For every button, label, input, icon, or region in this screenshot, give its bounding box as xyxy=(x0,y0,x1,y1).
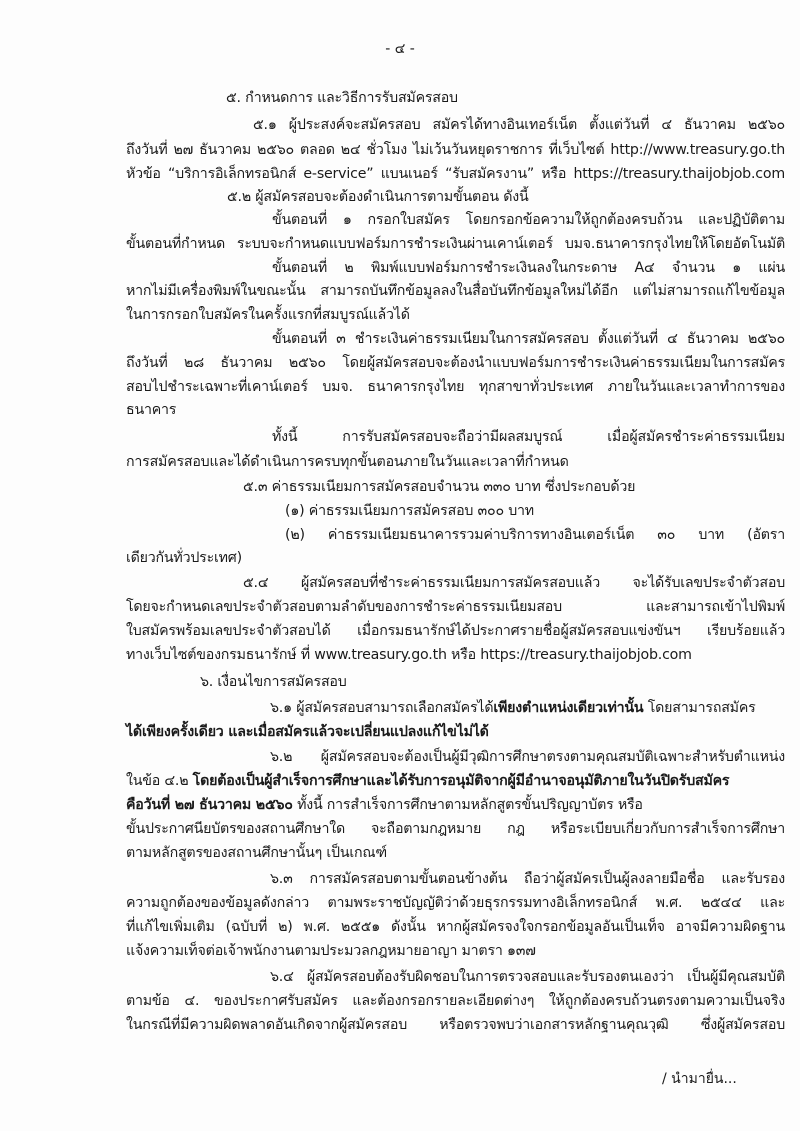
fee-item-2: (๒) ค่าธรรมเนียมธนาคารรวมค่าบริการทางอินเตอร์เน็ต ๓๐ บาท (อัตรา xyxy=(285,527,785,543)
section-6-3-line-3: ที่แก้ไขเพิ่มเติม (ฉบับที่ ๒) พ.ศ. ๒๕๕๑ ดังนั้น หากผู้สมัครจงใจกรอกข้อมูลอันเป็นเท็จ อาจมีความผิดฐาน xyxy=(126,919,785,935)
section-5-4-line-4: ทางเว็บไซต์ของกรมธนารักษ์ ที่ www.treasury.go.th หรือ https://treasury.thaijobjob.com xyxy=(126,647,692,663)
section-6-3-line-4: แจ้งความเท็จต่อเจ้าพนักงานตามประมวลกฎหมายอาญา มาตรา ๑๓๗ xyxy=(126,943,536,959)
section-6-4-line-2: ตามข้อ ๔. ของประกาศรับสมัคร และต้องกรอกรายละเอียดต่างๆ ให้ถูกต้องครบถ้วนตรงตามความเป็นจริง xyxy=(126,993,785,1009)
section-5-1-line-3: หัวข้อ “บริการอิเล็กทรอนิกส์ e-service” แบนเนอร์ “รับสมัครงาน” หรือ https://treasury.thaijobjob.com xyxy=(126,166,785,182)
section-6-3-line-2: ความถูกต้องของข้อมูลดังกล่าว ตามพระราชบัญญัติว่าด้วยธุรกรรมทางอิเล็กทรอนิกส์ พ.ศ. ๒๕๔๔ และ xyxy=(126,895,785,911)
s6-2-bold-b: คือวันที่ ๒๗ ธันวาคม ๒๕๖๐ xyxy=(126,797,293,813)
s6-2-text-b: ทั้งนี้ การสำเร็จการศึกษาตามหลักสูตรขั้นปริญญาบัตร หรือ xyxy=(292,797,643,813)
section-6-2-line-2 xyxy=(126,771,729,791)
section-5-4-line-2: โดยจะกำหนดเลขประจำตัวสอบตามลำดับของการชำระค่าธรรมเนียมสอบ และสามารถเข้าไปพิมพ์ xyxy=(126,599,785,615)
section-5-2-heading: ๕.๒ ผู้สมัครสอบจะต้องดำเนินการตามขั้นตอน ดังนี้ xyxy=(227,189,529,205)
section-5-4-line-3: ใบสมัครพร้อมเลขประจำตัวสอบได้ เมื่อกรมธนารักษ์ได้ประกาศรายชื่อผู้สมัครสอบแข่งขันฯ เรียบร้อยแล้ว xyxy=(126,623,785,639)
section-6-2-line-1: ๖.๒ ผู้สมัครสอบจะต้องเป็นผู้มีวุฒิการศึกษาตรงตามคุณสมบัติเฉพาะสำหรับตำแหน่ง xyxy=(270,749,785,765)
section-5-heading: ๕. กำหนดการ และวิธีการรับสมัครสอบ xyxy=(226,90,458,106)
fee-item-2-cont: เดียวกันทั่วประเทศ) xyxy=(126,550,242,566)
fee-item-1: (๑) ค่าธรรมเนียมการสมัครสอบ ๓๐๐ บาท xyxy=(285,503,534,519)
section-6-3-line-1: ๖.๓ การสมัครสอบตามขั้นตอนข้างต้น ถือว่าผู้สมัครเป็นผู้ลงลายมือชื่อ และรับรอง xyxy=(270,871,785,887)
continuation-footer: / นำมายื่น... xyxy=(662,1071,737,1087)
step-3-line-2: ถึงวันที่ ๒๘ ธันวาคม ๒๕๖๐ โดยผู้สมัครสอบจะต้องนำแบบฟอร์มการชำระเงินค่าธรรมเนียมในการสมัคร xyxy=(126,355,785,371)
step-1-line-1: ขั้นตอนที่ ๑ กรอกใบสมัคร โดยกรอกข้อความให้ถูกต้องครบถ้วน และปฏิบัติตาม xyxy=(272,212,785,228)
step-3-line-3: สอบไปชำระเฉพาะที่เคาน์เตอร์ บมจ. ธนาคารกรุงไทย ทุกสาขาทั่วประเทศ ภายในวันและเวลาทำการของ xyxy=(126,379,785,395)
s6-2-bold-a: โดยต้องเป็นผู้สำเร็จการศึกษาและได้รับการอนุมัติจากผู้มีอำนาจอนุมัติภายในวันปิดรับสมัคร xyxy=(192,773,730,789)
step-1-line-2: ขั้นตอนที่กำหนด ระบบจะกำหนดแบบฟอร์มการชำระเงินผ่านเคาน์เตอร์ บมจ.ธนาคารกรุงไทยให้โดยอัตโนมัติ xyxy=(126,236,785,252)
step-3-line-1: ขั้นตอนที่ ๓ ชำระเงินค่าธรรมเนียมในการสมัครสอบ ตั้งแต่วันที่ ๔ ธันวาคม ๒๕๖๐ xyxy=(272,331,785,347)
section-6-heading: ๖. เงื่อนไขการสมัครสอบ xyxy=(200,674,347,690)
section-6-1-line-2: ได้เพียงครั้งเดียว และเมื่อสมัครแล้วจะเปลี่ยนแปลงแก้ไขไม่ได้ xyxy=(126,724,489,740)
step-2-line-1: ขั้นตอนที่ ๒ พิมพ์แบบฟอร์มการชำระเงินลงในกระดาษ A๔ จำนวน ๑ แผ่น xyxy=(272,260,785,276)
s6-1-text-b: โดยสามารถสมัคร xyxy=(643,700,756,716)
s6-1-text-a: ๖.๑ ผู้สมัครสอบสามารถเลือกสมัครได้ xyxy=(270,700,494,716)
section-6-2-line-5: ตามหลักสูตรของสถานศึกษานั้นๆ เป็นเกณฑ์ xyxy=(126,845,387,861)
step-3-line-4: ธนาคาร xyxy=(126,402,177,418)
section-6-2-line-4: ขั้นประกาศนียบัตรของสถานศึกษาใด จะถือตามกฎหมาย กฎ หรือระเบียบเกี่ยวกับการสำเร็จการศึกษา xyxy=(126,821,785,837)
section-6-4-line-3: ในกรณีที่มีความผิดพลาดอันเกิดจากผู้สมัครสอบ หรือตรวจพบว่าเอกสารหลักฐานคุณวุฒิ ซึ่งผู้สมัครสอบ xyxy=(126,1017,785,1033)
section-5-1-line-1: ๕.๑ ผู้ประสงค์จะสมัครสอบ สมัครได้ทางอินเทอร์เน็ต ตั้งแต่วันที่ ๔ ธันวาคม ๒๕๖๐ xyxy=(253,117,785,133)
section-5-1-line-2: ถึงวันที่ ๒๗ ธันวาคม ๒๕๖๐ ตลอด ๒๔ ชั่วโมง ไม่เว้นวันหยุดราชการ ที่เว็บไซต์ http://www.treasury.go.th xyxy=(126,142,785,158)
page-number: - ๔ - xyxy=(385,41,415,57)
section-6-4-line-1: ๖.๔ ผู้สมัครสอบต้องรับผิดชอบในการตรวจสอบและรับรองตนเองว่า เป็นผู้มีคุณสมบัติ xyxy=(270,969,785,985)
s6-2-text-a: ในข้อ ๔.๒ xyxy=(126,773,193,789)
note-line-1: ทั้งนี้ การรับสมัครสอบจะถือว่ามีผลสมบูรณ์ เมื่อผู้สมัครชำระค่าธรรมเนียม xyxy=(272,429,785,445)
section-6-2-line-3 xyxy=(126,795,643,815)
note-line-2: การสมัครสอบและได้ดำเนินการครบทุกขั้นตอนภายในวันและเวลาที่กำหนด xyxy=(126,454,569,470)
s6-1-bold-a: เพียงตำแหน่งเดียวเท่านั้น xyxy=(493,700,644,716)
section-5-3-heading: ๕.๓ ค่าธรรมเนียมการสมัครสอบจำนวน ๓๓๐ บาท ซึ่งประกอบด้วย xyxy=(243,479,636,495)
step-2-line-2: หากไม่มีเครื่องพิมพ์ในขณะนั้น สามารถบันทึกข้อมูลลงในสื่อบันทึกข้อมูลใหม่ได้อีก แต่ไม่สามารถแก้ไขข้อมูล xyxy=(126,283,785,299)
step-2-line-3: ในการกรอกใบสมัครในครั้งแรกที่สมบูรณ์แล้วได้ xyxy=(126,307,410,323)
section-5-4-line-1: ๕.๔ ผู้สมัครสอบที่ชำระค่าธรรมเนียมการสมัครสอบแล้ว จะได้รับเลขประจำตัวสอบ xyxy=(243,575,785,591)
section-6-1-line-1 xyxy=(270,698,785,718)
